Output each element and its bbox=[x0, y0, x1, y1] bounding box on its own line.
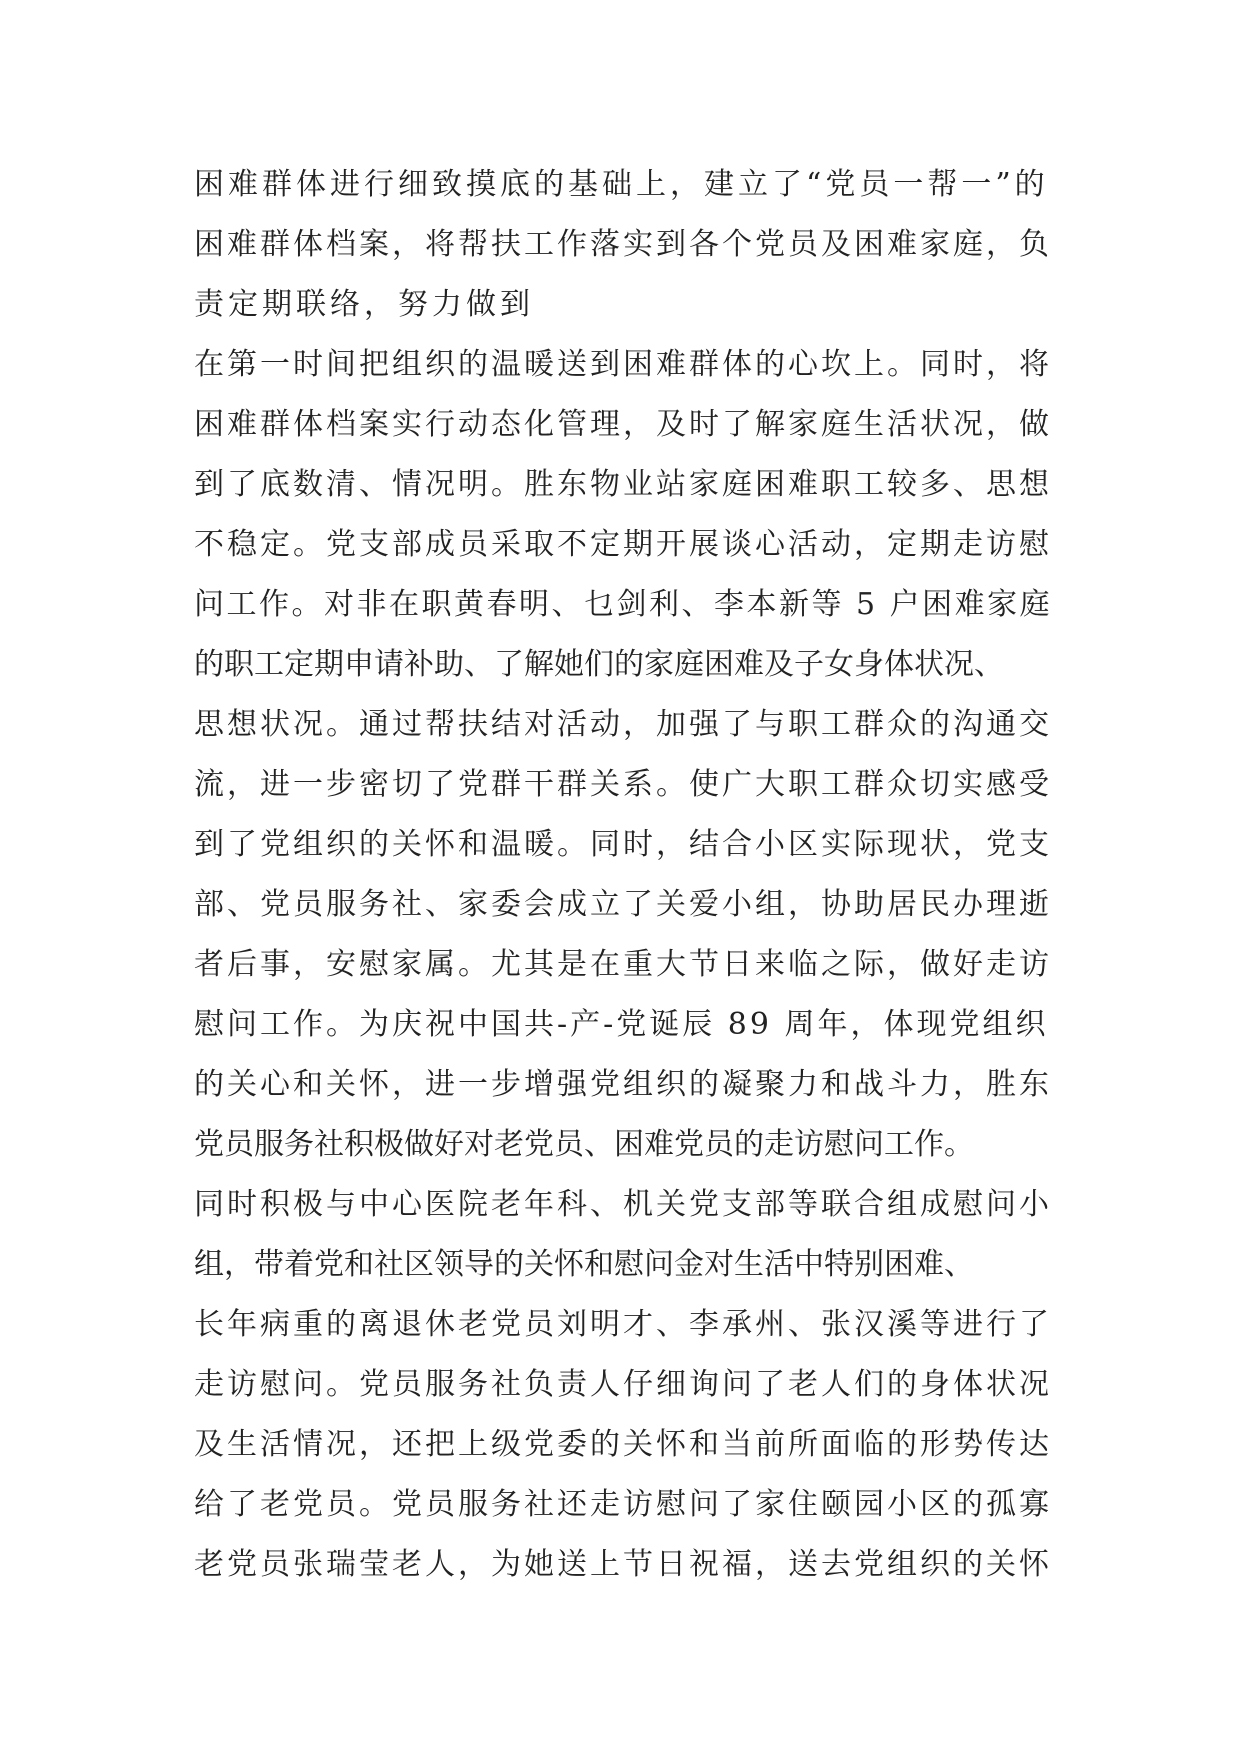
text-line: 走访慰问。党员服务社负责人仔细询问了老人们的身体状况 bbox=[194, 1367, 1052, 1402]
paragraph-2 bbox=[194, 345, 1064, 1605]
text-line: 思想状况。通过帮扶结对活动，加强了与职工群众的沟通交 bbox=[194, 707, 1052, 742]
text-line: 不稳定。党支部成员采取不定期开展谈心活动，定期走访慰 bbox=[194, 527, 1052, 562]
text-line: 问工作。对非在职黄春明、乜剑利、李本新等 5 户困难家庭 bbox=[194, 587, 1053, 622]
text-line: 慰问工作。为庆祝中国共-产-党诞辰 89 周年，体现党组织 bbox=[194, 1007, 1049, 1042]
text-line: 部、党员服务社、家委会成立了关爱小组，协助居民办理逝 bbox=[194, 887, 1052, 922]
text-line: 到了底数清、情况明。胜东物业站家庭困难职工较多、思想 bbox=[194, 467, 1052, 502]
text-line: 给了老党员。党员服务社还走访慰问了家住颐园小区的孤寡 bbox=[194, 1487, 1052, 1522]
text-line: 者后事，安慰家属。尤其是在重大节日来临之际，做好走访 bbox=[194, 947, 1052, 982]
text-line: 困难群体进行细致摸底的基础上，建立了“党员一帮一”的 bbox=[194, 167, 1049, 202]
text-line: 流，进一步密切了党群干群关系。使广大职工群众切实感受 bbox=[194, 767, 1052, 802]
text-line: 困难群体档案实行动态化管理，及时了解家庭生活状况，做 bbox=[194, 407, 1052, 442]
text-line: 困难群体档案，将帮扶工作落实到各个党员及困难家庭，负 bbox=[194, 227, 1052, 262]
text-line: 的职工定期申请补助、了解她们的家庭困难及子女身体状况、 bbox=[194, 647, 1004, 682]
text-line: 长年病重的离退休老党员刘明才、李承州、张汉溪等进行了 bbox=[194, 1307, 1052, 1342]
text-line: 到了党组织的关怀和温暖。同时，结合小区实际现状，党支 bbox=[194, 827, 1052, 862]
text-line: 党员服务社积极做好对老党员、困难党员的走访慰问工作。 bbox=[194, 1127, 974, 1162]
paragraph-1 bbox=[194, 165, 1064, 345]
text-line: 同时积极与中心医院老年科、机关党支部等联合组成慰问小 bbox=[194, 1187, 1052, 1222]
text-line: 责定期联络，努力做到 bbox=[194, 287, 534, 322]
text-line: 老党员张瑞莹老人，为她送上节日祝福，送去党组织的关怀 bbox=[194, 1547, 1052, 1582]
text-line: 在第一时间把组织的温暖送到困难群体的心坎上。同时，将 bbox=[194, 347, 1052, 382]
text-line: 及生活情况，还把上级党委的关怀和当前所面临的形势传达 bbox=[194, 1427, 1052, 1462]
text-line: 组，带着党和社区领导的关怀和慰问金对生活中特别困难、 bbox=[194, 1247, 974, 1282]
text-line: 的关心和关怀，进一步增强党组织的凝聚力和战斗力，胜东 bbox=[194, 1067, 1052, 1102]
